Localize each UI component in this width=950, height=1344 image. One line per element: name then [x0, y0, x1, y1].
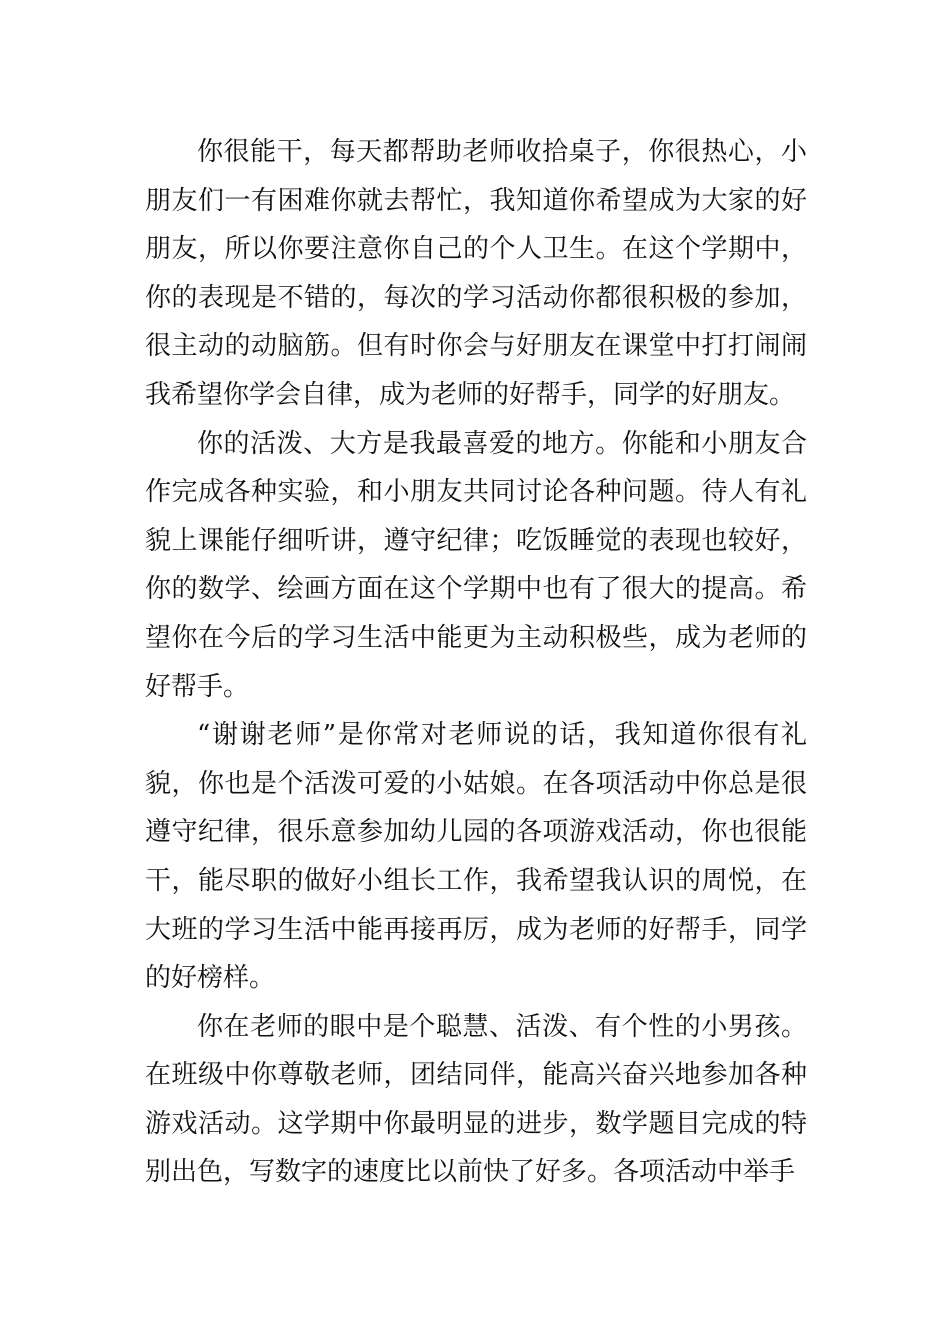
paragraph-1: 你很能干，每天都帮助老师收拾桌子，你很热心，小朋友们一有困难你就去帮忙，我知道你希望成为大家的好朋友，所以你要注意你自己的个人卫生。在这个学期中，你的表现是不错的，每次的学习活动你都很积极的参加，很主动的动脑筋。但有时你会与好朋友在课堂中打打闹闹我希望你学会自律，成为老师的好帮手，同学的好朋友。	[145, 137, 807, 410]
paragraph-2: 你的活泼、大方是我最喜爱的地方。你能和小朋友合作完成各种实验，和小朋友共同讨论各种问题。待人有礼貌上课能仔细听讲，遵守纪律；吃饭睡觉的表现也较好，你的数学、绘画方面在这个学期中也有了很大的提高。希望你在今后的学习生活中能更为主动积极些，成为老师的好帮手。	[145, 428, 807, 702]
paragraph-4: 你在老师的眼中是个聪慧、活泼、有个性的小男孩。在班级中你尊敬老师，团结同伴，能高兴奋兴地参加各种游戏活动。这学期中你最明显的进步，数学题目完成的特别出色，写数字的速度比以前快了好多。各项活动中举手	[145, 1011, 807, 1188]
document-page	[145, 128, 807, 1197]
paragraph-3: “谢谢老师”是你常对老师说的话，我知道你很有礼貌，你也是个活泼可爱的小姑娘。在各项活动中你总是很遵守纪律，很乐意参加幼儿园的各项游戏活动，你也很能干，能尽职的做好小组长工作，我希望我认识的周悦，在大班的学习生活中能再接再厉，成为老师的好帮手，同学的好榜样。	[145, 720, 807, 994]
